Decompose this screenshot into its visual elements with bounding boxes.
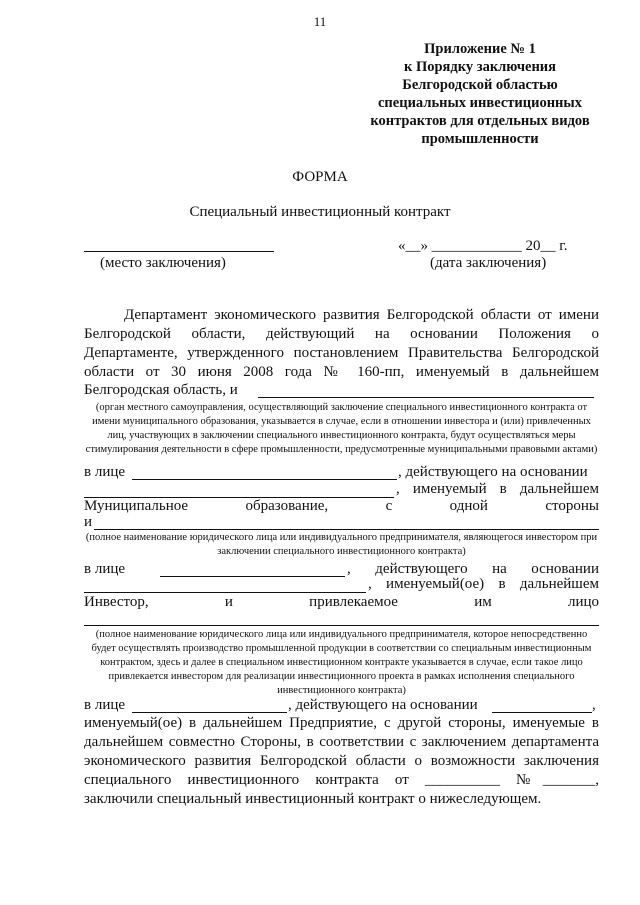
fill-line <box>132 479 397 480</box>
page-number: 11 <box>313 14 327 29</box>
comma: , <box>592 697 596 713</box>
paragraph-line: именуемый(ое) в дальнейшем Предприятие, с другой стороны, именуемые в <box>84 715 599 731</box>
date-line: «__» ____________ 20__ г. <box>398 238 568 254</box>
paragraph-line: специального инвестиционного контракта от __________ №_______, <box>84 772 599 788</box>
face-label: в лице <box>84 697 126 713</box>
face-label: в лице <box>84 561 126 577</box>
note-authority: (орган местного самоуправления, осуществляющий заключение специального инвестиционного контракта от имени муниципального образования, указывается в случае, если в отношении инвестора и (или) привлеченных лиц, участвующих в заключении специального инвестиционного контракта, будут осуществляться меры стимулирования деятельности в сфере промышленности, предусмотренные муниципальными правовыми актами) <box>85 402 598 455</box>
note-enterprise: (полное наименование юридического лица или индивидуального предпринимателя, которое непосредственно будет осуществлять производство промышленной продукции в соответствии со специальным инвестиционным контрактом, здесь и далее в специальном инвестиционном контракте указывается в случае, если такое лицо привлекается инвестором для реализации инвестиционного проекта в рамках исполнения специального инвестиционного контракта) <box>91 629 592 696</box>
and-line: и <box>84 514 93 530</box>
fill-line <box>132 712 287 713</box>
appendix-header <box>330 40 630 148</box>
investor-line: Инвестор, и привлекаемое им лицо <box>84 594 599 610</box>
place-underline <box>84 251 274 252</box>
named-line: , именуемый(ое) в дальнейшем <box>368 576 599 592</box>
face-label: в лице <box>84 464 126 480</box>
fill-line <box>160 576 345 577</box>
paragraph-line: Белгородской области, действующий на основании Положения о <box>84 326 599 342</box>
appendix-line: промышленности <box>421 131 539 147</box>
fill-line <box>84 625 599 626</box>
belgorod-line: Белгородская область, и <box>84 382 238 398</box>
paragraph-line: экономического развития Белгородской области о возможности заключения <box>84 753 599 769</box>
place-caption: (место заключения) <box>100 255 226 271</box>
acting-basis: , действующего на основании <box>398 464 588 480</box>
appendix-line: специальных инвестиционных <box>378 95 582 111</box>
acting-basis: , действующего на основании <box>347 561 599 577</box>
appendix-line: к Порядку заключения <box>403 59 557 75</box>
final-line: заключили специальный инвестиционный контракт о нижеследующем. <box>84 791 542 807</box>
municipal-line: Муниципальное образование, с одной стороны <box>84 498 599 514</box>
contract-title: Специальный инвестиционный контракт <box>189 204 451 220</box>
named-line: , именуемый в дальнейшем <box>396 481 599 497</box>
fill-line <box>258 397 594 398</box>
form-label: ФОРМА <box>292 169 348 185</box>
paragraph-line: области от 30 июня 2008 года № 160-пп, именуемый в дальнейшем <box>84 364 599 380</box>
appendix-line: контрактов для отдельных видов <box>370 113 590 129</box>
paragraph-line: Департамент экономического развития Белгородской области от имени <box>124 307 599 323</box>
fill-line <box>94 529 599 530</box>
acting-basis: , действующего на основании <box>288 697 478 713</box>
fill-line <box>84 592 366 593</box>
fill-line <box>492 712 592 713</box>
note-investor: (полное наименование юридического лица или индивидуального предпринимателя, являющегося инвестором при заключении специального инвестиционного контракта) <box>85 532 598 557</box>
paragraph-line: дальнейшем совместно Стороны, в соответствии с заключением департамента <box>84 734 599 750</box>
date-caption: (дата заключения) <box>430 255 547 271</box>
appendix-line: Белгородской областью <box>402 77 558 93</box>
paragraph-line: Департаменте, утвержденного постановлением Правительства Белгородской <box>84 345 599 361</box>
appendix-line: Приложение № 1 <box>424 41 536 57</box>
